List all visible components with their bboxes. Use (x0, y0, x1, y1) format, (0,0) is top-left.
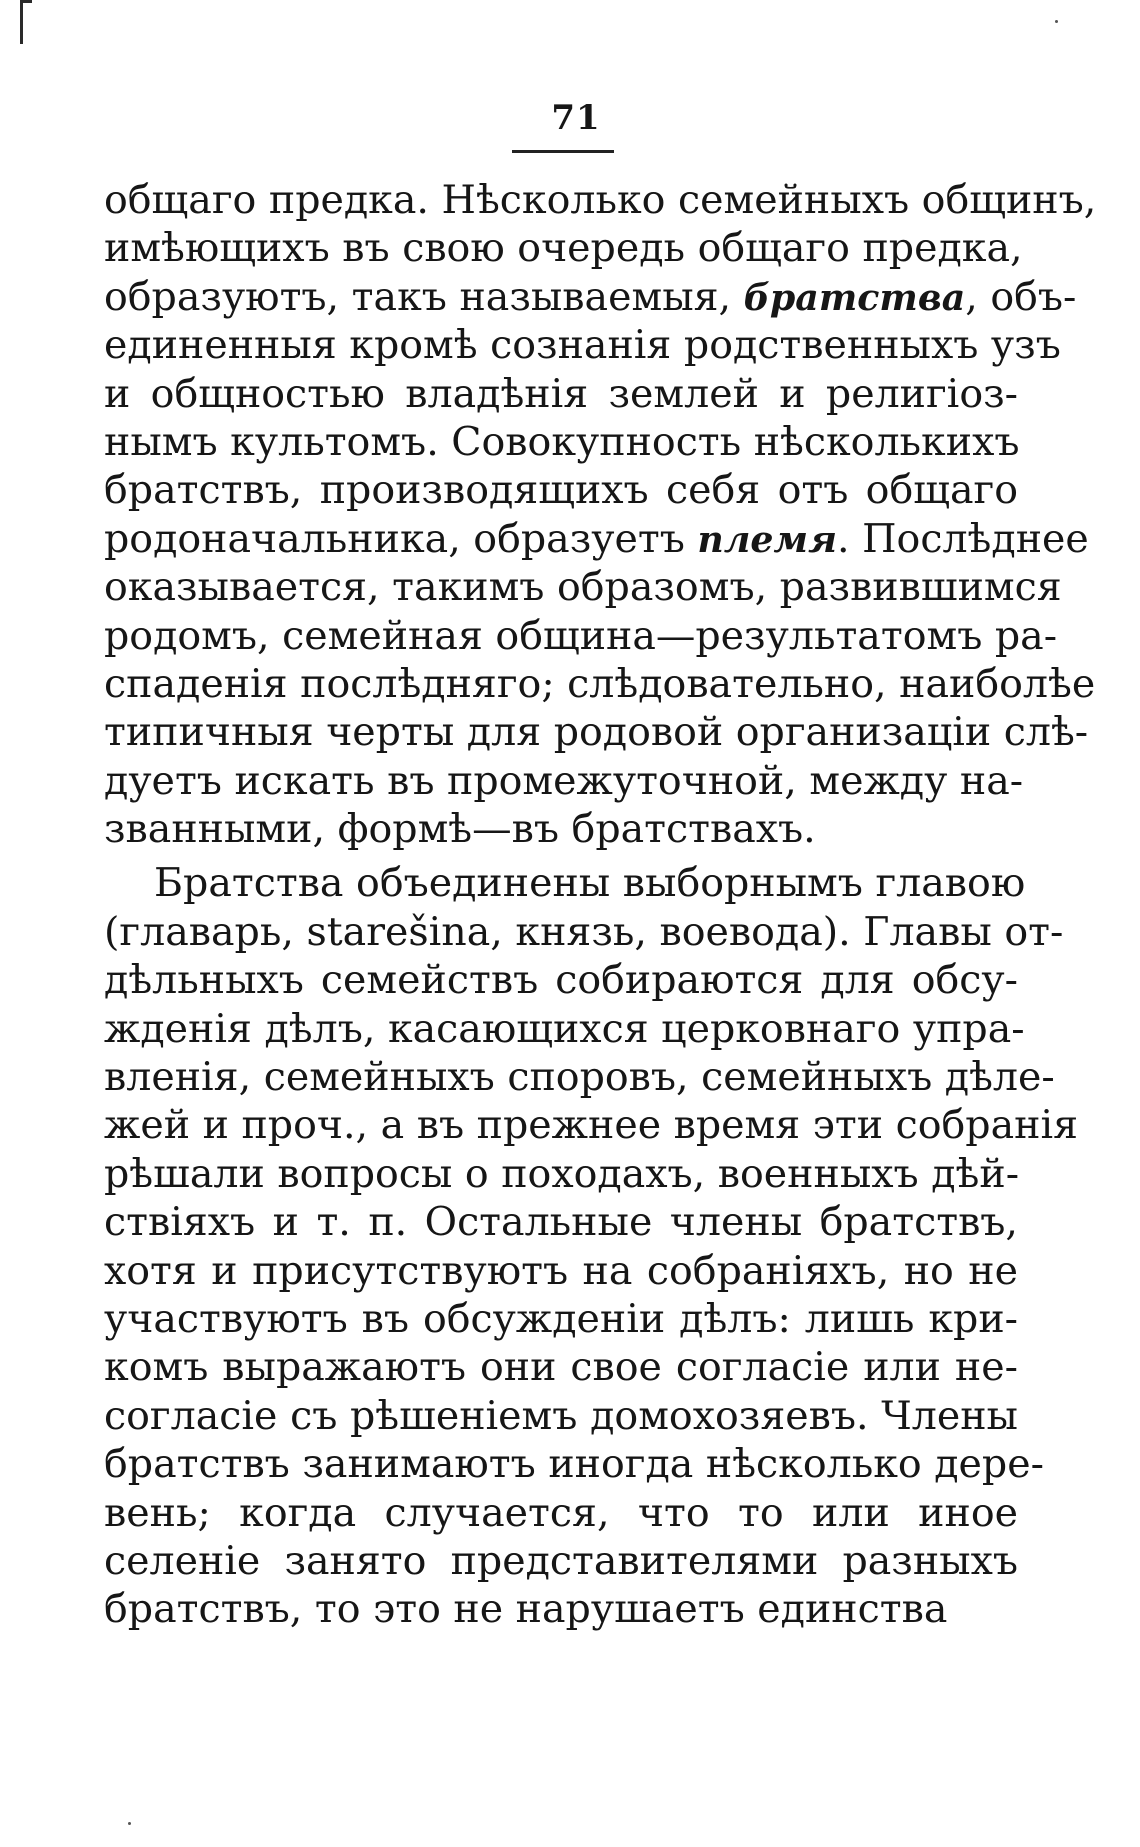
text-run: жей и проч., а въ прежнее время эти собранія (104, 1102, 1078, 1149)
text-run: дѣльныхъ семействъ собираются для обсу- (104, 957, 1018, 1004)
text-line (104, 1005, 1025, 1053)
text-run: ствіяхъ и т. п. Остальные члены братствъ, (104, 1199, 1018, 1246)
text-line (104, 805, 1018, 853)
text-line (104, 1150, 1018, 1198)
text-line (104, 224, 1023, 272)
scan-speck (128, 1822, 131, 1825)
text-line (104, 273, 1077, 321)
text-run: и общностью владѣнія землей и религіоз- (104, 370, 1018, 417)
text-run: братствъ, производящихъ себя отъ общаго (104, 467, 1018, 514)
text-line (104, 1537, 1018, 1585)
text-line (104, 612, 1058, 660)
text-line (104, 1392, 1018, 1440)
text-run: дуетъ искать въ промежуточной, между на- (104, 757, 1024, 804)
text-line (104, 176, 1097, 224)
text-run: согласіе съ рѣшеніемъ домохозяевъ. Члены (104, 1392, 1018, 1439)
text-line (104, 1585, 1018, 1633)
text-line (104, 1440, 1044, 1488)
text-run: (главарь, starešina, князь, воевода). Главы от- (104, 908, 1064, 955)
text-run: . Послѣднее (837, 515, 1089, 562)
text-run: спаденія послѣдняго; слѣдовательно, наиболѣе (104, 660, 1096, 707)
text-line (104, 1101, 1078, 1149)
text-line (104, 859, 1026, 907)
text-run: Братства объединены выборнымъ главою (154, 860, 1026, 907)
text-line (104, 757, 1024, 805)
text-run: типичныя черты для родовой организаціи слѣ- (104, 709, 1089, 756)
page-body (104, 176, 1097, 1634)
italic-term: племя (697, 517, 837, 561)
text-line (104, 418, 1018, 466)
text-line (104, 708, 1089, 756)
text-run: рѣшали вопросы о походахъ, военныхъ дѣй- (104, 1150, 1020, 1197)
text-run: вленія, семейныхъ споровъ, семейныхъ дѣле- (104, 1054, 1055, 1101)
text-line (104, 466, 1018, 514)
italic-term: братства (743, 275, 966, 319)
text-line (104, 321, 1061, 369)
text-run: родомъ, семейная община—результатомъ ра- (104, 612, 1058, 659)
text-line (104, 563, 1062, 611)
text-line (104, 1247, 1018, 1295)
text-line (104, 1343, 1018, 1391)
text-run: нымъ культомъ. Совокупность нѣсколькихъ (104, 418, 1020, 465)
text-run: комъ выражаютъ они свое согласіе или не- (104, 1344, 1018, 1391)
text-run: жденія дѣлъ, касающихся церковнаго упра- (104, 1005, 1025, 1052)
text-run: родоначальника, образуетъ (104, 515, 698, 562)
text-run: образуютъ, такъ называемыя, (104, 273, 744, 320)
text-run: братствъ занимаютъ иногда нѣсколько дере- (104, 1441, 1044, 1488)
page-number-rule (512, 150, 614, 153)
text-line (104, 1198, 1018, 1246)
paragraph (104, 853, 1078, 1633)
text-line (104, 1295, 1018, 1343)
text-line (104, 660, 1096, 708)
text-run: имѣющихъ въ свою очередь общаго предка, (104, 225, 1023, 272)
text-run: званными, формѣ—въ братствахъ. (104, 806, 816, 853)
page-number: 71 (551, 98, 601, 138)
text-run: , объ- (965, 273, 1077, 320)
text-line (104, 370, 1018, 418)
text-line (104, 908, 1064, 956)
text-run: оказывается, такимъ образомъ, развившимся (104, 564, 1062, 611)
text-run: хотя и присутствуютъ на собраніяхъ, но не (104, 1247, 1018, 1294)
text-line (104, 515, 1089, 563)
scan-corner-mark (20, 0, 23, 44)
paragraph (104, 176, 1097, 853)
text-run: вень; когда случается, что то или иное (104, 1489, 1018, 1536)
text-line (104, 1053, 1055, 1101)
text-run: единенныя кромѣ сознанія родственныхъ узъ (104, 322, 1061, 369)
text-run: участвуютъ въ обсужденіи дѣлъ: лишь кри- (104, 1295, 1018, 1342)
text-run: братствъ, то это не нарушаетъ единства (104, 1586, 948, 1633)
text-line (104, 1489, 1018, 1537)
text-line (104, 956, 1018, 1004)
text-run: селеніе занято представителями разныхъ (104, 1537, 1018, 1584)
scan-speck (1055, 20, 1058, 23)
text-run: общаго предка. Нѣсколько семейныхъ общинъ, (104, 177, 1097, 223)
